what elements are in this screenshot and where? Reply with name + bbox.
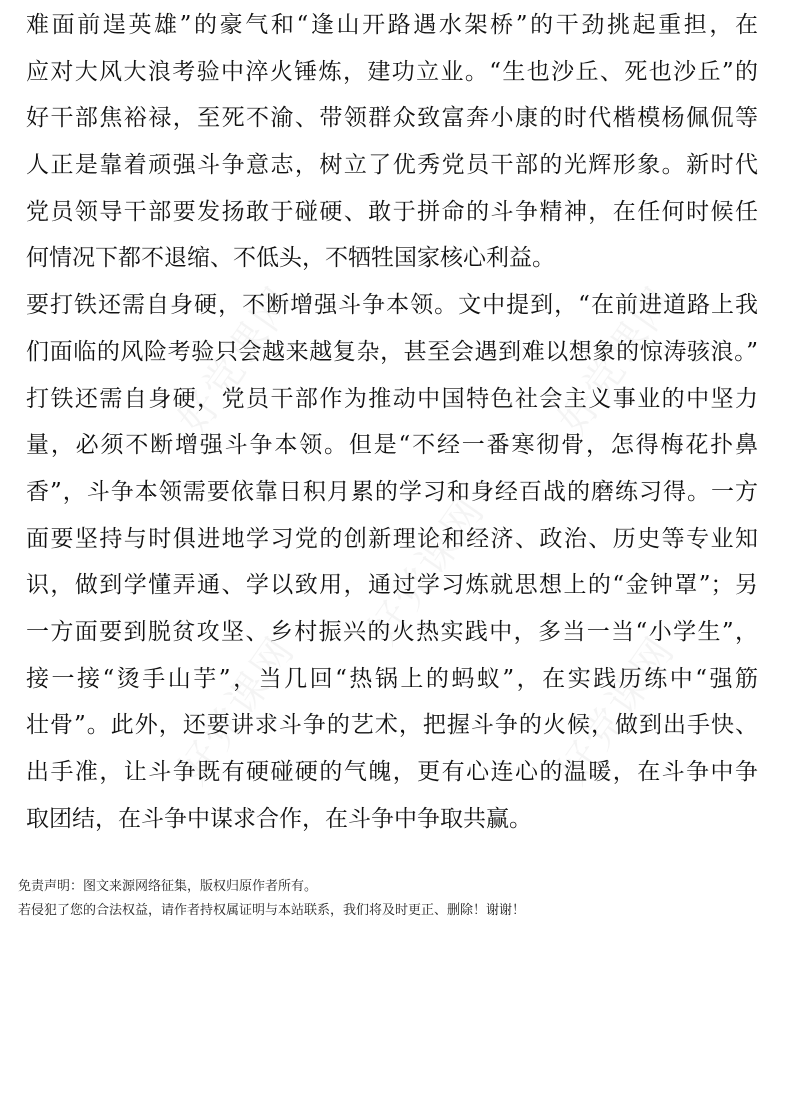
disclaimer: [18, 875, 718, 923]
text-line: 壮骨”。此外，还要讲求斗争的艺术，把握斗争的火候，做到出手快、: [26, 712, 758, 739]
text-line: 应对大风大浪考验中淬火锤炼，建功立业。“生也沙丘、死也沙丘”的: [26, 58, 758, 85]
text-line: 何情况下都不退缩、不低头，不牺牲国家核心利益。: [26, 245, 555, 272]
text-line: 接一接“烫手山芋”，当几回“热锅上的蚂蚁”，在实践历练中“强筋: [26, 665, 758, 692]
text-line: 打铁还需自身硬，党员干部作为推动中国特色社会主义事业的中坚力: [26, 385, 758, 412]
text-line: 面要坚持与时俱进地学习党的创新理论和经济、政治、历史等专业知: [26, 525, 758, 552]
text-line: 要打铁还需自身硬，不断增强斗争本领。文中提到，“在前进道路上我: [26, 292, 758, 319]
disclaimer-line: 若侵犯了您的合法权益，请作者持权属证明与本站联系，我们将及时更正、删除！谢谢！: [18, 903, 526, 918]
text-line: 取团结，在斗争中谋求合作，在斗争中争取共赢。: [26, 805, 532, 832]
disclaimer-line: 免责声明：图文来源网络征集，版权归原作者所有。: [18, 879, 318, 894]
text-line: 好干部焦裕禄，至死不渝、带领群众致富奔小康的时代楷模杨佩侃等: [26, 105, 758, 132]
text-line: 人正是靠着顽强斗争意志，树立了优秀党员干部的光辉形象。新时代: [26, 152, 758, 179]
text-line: 出手准，让斗争既有硬碰硬的气魄，更有心连心的温暖，在斗争中争: [26, 759, 758, 785]
text-line: 量，必须不断增强斗争本领。但是“不经一番寒彻骨，怎得梅花扑鼻: [26, 432, 758, 459]
text-line: 识，做到学懂弄通、学以致用，通过学习炼就思想上的“金钟罩”；另: [26, 572, 758, 599]
text-line: 们面临的风险考验只会越来越复杂，甚至会遇到难以想象的惊涛骇浪。”: [26, 338, 758, 365]
text-line: 一方面要到脱贫攻坚、乡村振兴的火热实践中，多当一当“小学生”，: [26, 618, 758, 645]
text-line: 香”，斗争本领需要依靠日积月累的学习和身经百战的磨练习得。一方: [26, 478, 758, 505]
body-text: [26, 2, 758, 842]
text-line: 难面前逞英雄”的豪气和“逢山开路遇水架桥”的干劲挑起重担，在: [26, 12, 758, 38]
text-line: 党员领导干部要发扬敢于碰硬、敢于拼命的斗争精神，在任何时候任: [26, 198, 758, 225]
